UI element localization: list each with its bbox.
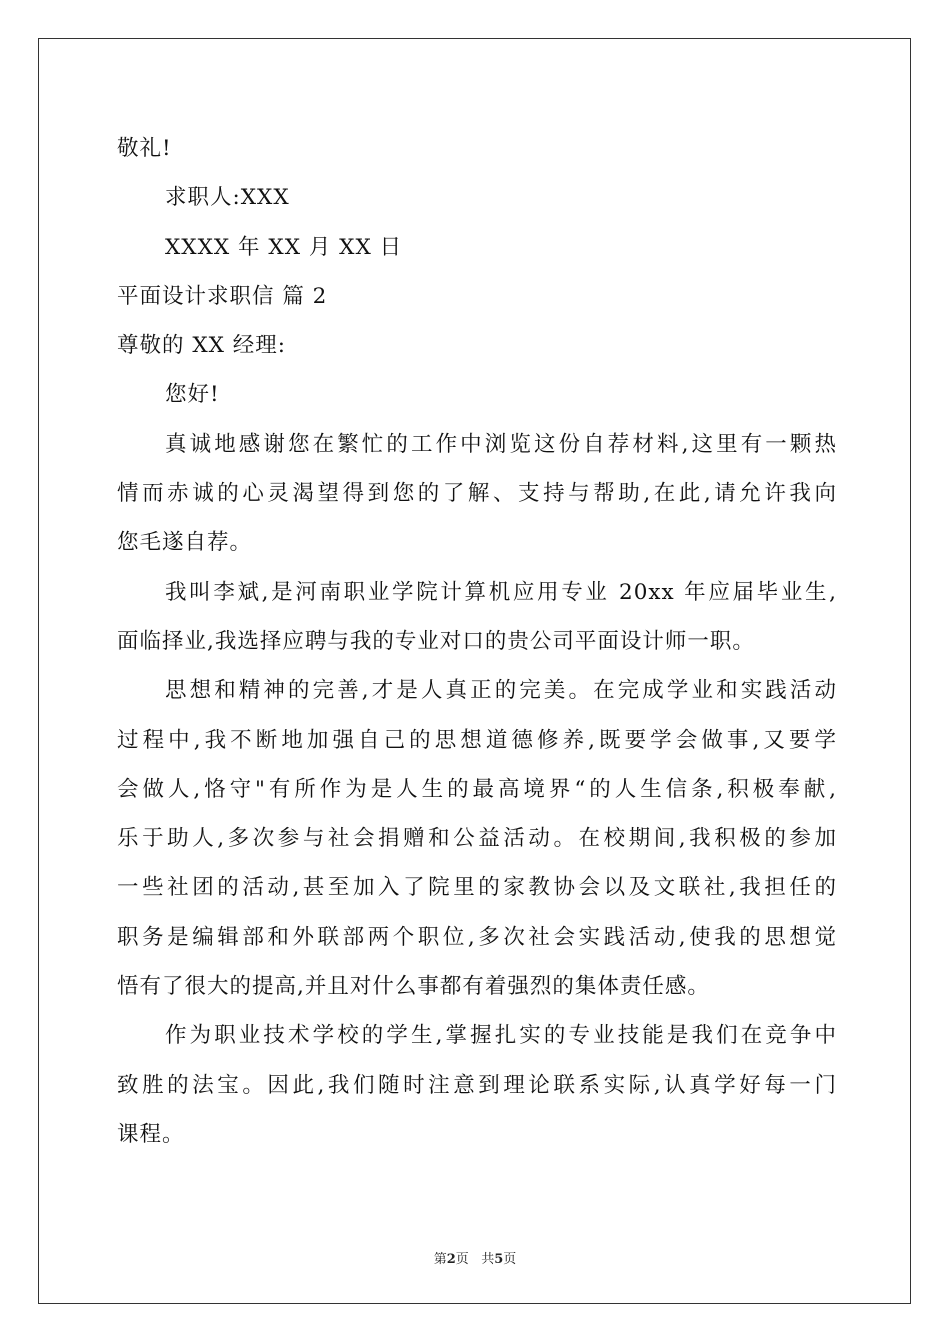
paragraph-3-line-5: 一些社团的活动,甚至加入了院里的家教协会以及文联社,我担任的 <box>117 875 837 901</box>
total-pages: 5 <box>494 1252 504 1267</box>
greeting: 您好! <box>165 382 220 408</box>
paragraph-3-line-6: 职务是编辑部和外联部两个职位,多次社会实践活动,使我的思想觉 <box>117 924 837 950</box>
letter-body <box>117 124 837 1159</box>
recipient-salutation: 尊敬的 XX 经理: <box>117 333 287 359</box>
paragraph-3-line-2: 过程中,我不断地加强自己的思想道德修养,既要学会做事,又要学 <box>117 727 837 753</box>
letter-date: XXXX 年 XX 月 XX 日 <box>165 234 403 260</box>
paragraph-2-line-2: 面临择业,我选择应聘与我的专业对口的贵公司平面设计师一职。 <box>117 628 755 654</box>
paragraph-3-line-3: 会做人,恪守"有所作为是人生的最高境界“的人生信条,积极奉献, <box>117 776 837 802</box>
paragraph-1-line-2: 情而赤诚的心灵渴望得到您的了解、支持与帮助,在此,请允许我向 <box>117 481 837 507</box>
paragraph-2-line-1: 我叫李斌,是河南职业学院计算机应用专业 20xx 年应届毕业生, <box>165 579 837 605</box>
paragraph-4-line-1: 作为职业技术学校的学生,掌握扎实的专业技能是我们在竞争中 <box>165 1023 837 1049</box>
page-number: 2 <box>446 1252 456 1267</box>
paragraph-3-line-7: 悟有了很大的提高,并且对什么事都有着强烈的集体责任感。 <box>117 974 710 1000</box>
closing-salutation: 敬礼! <box>117 136 172 161</box>
total-prefix: 共 <box>481 1252 495 1267</box>
section-title: 平面设计求职信 篇 2 <box>117 283 328 309</box>
paragraph-1-line-3: 您毛遂自荐。 <box>117 530 253 556</box>
page-footer <box>0 1248 950 1267</box>
paragraph-4-line-2: 致胜的法宝。因此,我们随时注意到理论联系实际,认真学好每一门 <box>117 1072 837 1098</box>
paragraph-1-line-1: 真诚地感谢您在繁忙的工作中浏览这份自荐材料,这里有一颗热 <box>165 431 837 457</box>
page-prefix: 第 <box>433 1252 447 1267</box>
paragraph-3-line-4: 乐于助人,多次参与社会捐赠和公益活动。在校期间,我积极的参加 <box>117 826 837 852</box>
page-suffix: 页 <box>455 1252 469 1267</box>
applicant-signature: 求职人:XXX <box>165 185 290 211</box>
total-suffix: 页 <box>503 1252 517 1267</box>
paragraph-4-line-3: 课程。 <box>117 1121 185 1147</box>
paragraph-3-line-1: 思想和精神的完善,才是人真正的完美。在完成学业和实践活动 <box>165 678 837 704</box>
